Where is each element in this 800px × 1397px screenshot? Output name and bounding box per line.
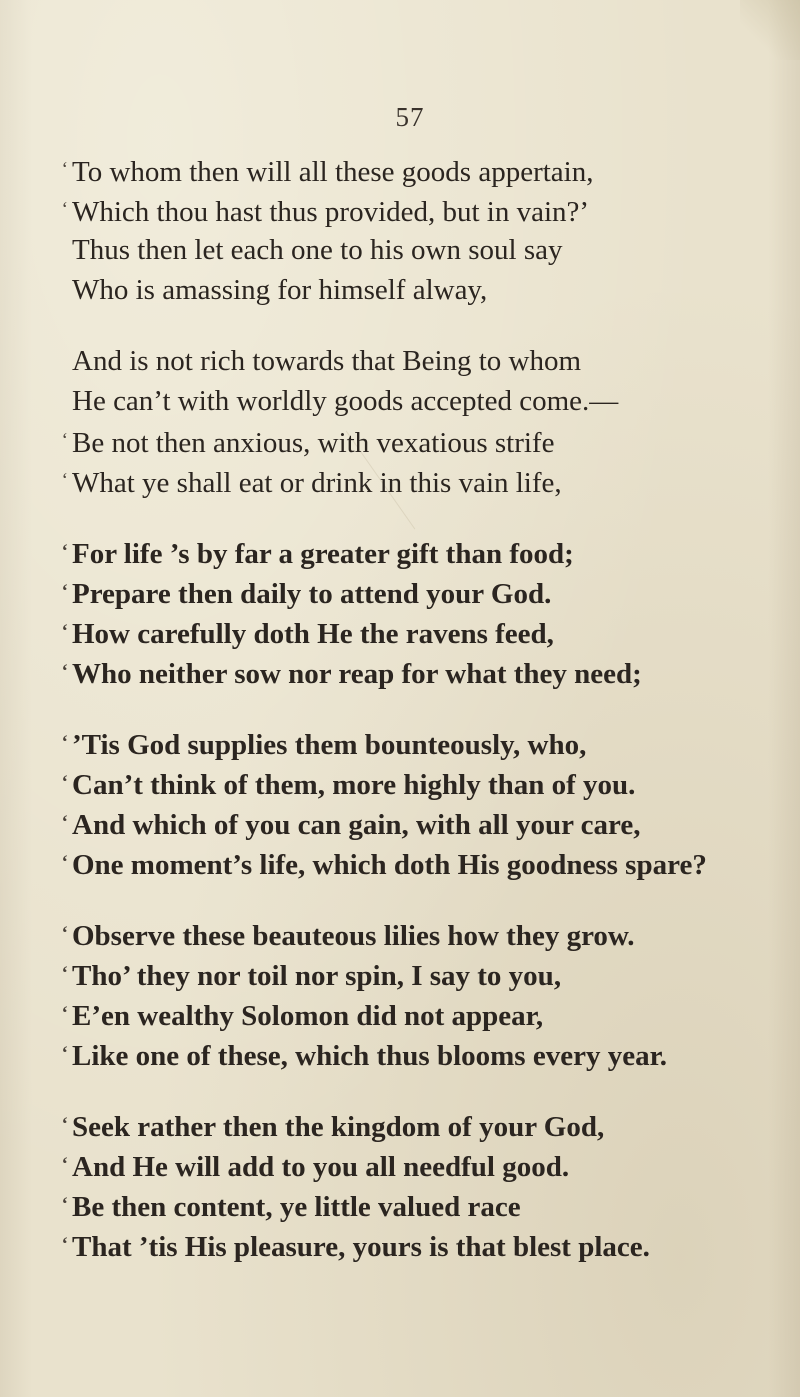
poem-line-text: And He will add to you all needful good. xyxy=(72,1151,570,1183)
poem-line-text: That ’tis His pleasure, yours is that blest place. xyxy=(72,1231,650,1263)
opening-quote-mark: ‘ xyxy=(61,159,68,180)
poem-line-text: What ye shall eat or drink in this vain life, xyxy=(72,467,562,499)
opening-quote-mark: ‘ xyxy=(61,852,68,873)
poem-line xyxy=(54,954,794,994)
poem-line xyxy=(54,270,794,310)
poem-line xyxy=(54,803,794,843)
poem-line-text: To whom then will all these goods appertain, xyxy=(72,156,594,188)
poem-line-text: And is not rich towards that Being to whom xyxy=(72,345,582,377)
opening-quote-mark: ‘ xyxy=(61,1043,68,1064)
stanza xyxy=(54,1105,794,1265)
opening-quote-mark: ‘ xyxy=(61,1194,68,1215)
opening-quote-mark: ‘ xyxy=(61,732,68,753)
poem-line xyxy=(54,572,794,612)
poem-line-text: Seek rather then the kingdom of your God, xyxy=(72,1111,605,1143)
poem-line-text: Thus then let each one to his own soul say xyxy=(72,234,563,266)
stanza xyxy=(54,150,794,310)
poem-line xyxy=(54,1225,794,1265)
poem-line xyxy=(54,1105,794,1145)
opening-quote-mark: ‘ xyxy=(61,430,68,451)
poem-line-text: For life ’s by far a greater gift than food; xyxy=(72,538,574,570)
poem-line xyxy=(54,723,794,763)
poem-line xyxy=(54,341,794,381)
stanza xyxy=(54,914,794,1074)
stanza xyxy=(54,723,794,883)
opening-quote-mark: ‘ xyxy=(61,621,68,642)
poem-line-text: Which thou hast thus provided, but in vain?’ xyxy=(72,196,590,228)
poem-line xyxy=(54,994,794,1034)
poem-line-text: Be not then anxious, with vexatious strife xyxy=(72,427,555,459)
poem-line xyxy=(54,461,794,501)
poem-line xyxy=(54,190,794,230)
page-number: 57 xyxy=(395,102,425,132)
poem-line xyxy=(54,532,794,572)
opening-quote-mark: ‘ xyxy=(61,541,68,562)
stanza xyxy=(54,532,794,692)
opening-quote-mark: ‘ xyxy=(61,470,68,491)
opening-quote-mark: ‘ xyxy=(61,1114,68,1135)
poem-line-text: How carefully doth He the ravens feed, xyxy=(72,618,554,650)
poem-line-text: Like one of these, which thus blooms every year. xyxy=(72,1040,668,1072)
poem-line xyxy=(54,763,794,803)
poem-line-text: E’en wealthy Solomon did not appear, xyxy=(72,1000,544,1032)
opening-quote-mark: ‘ xyxy=(61,661,68,682)
poem-line-text: He can’t with worldly goods accepted come.— xyxy=(72,385,619,417)
opening-quote-mark: ‘ xyxy=(61,772,68,793)
poem-line xyxy=(54,230,794,270)
stanza xyxy=(54,341,794,501)
poem-line xyxy=(54,1185,794,1225)
opening-quote-mark: ‘ xyxy=(61,581,68,602)
poem-line-text: Be then content, ye little valued race xyxy=(72,1191,521,1223)
poem-line-text: Who neither sow nor reap for what they need; xyxy=(72,658,642,690)
poem-line xyxy=(54,843,794,883)
poem-line-text: Prepare then daily to attend your God. xyxy=(72,578,552,610)
poem-line-text: Tho’ they nor toil nor spin, I say to you, xyxy=(72,960,562,992)
opening-quote-mark: ‘ xyxy=(61,1003,68,1024)
poem-line xyxy=(54,652,794,692)
page-corner-stain xyxy=(740,0,800,60)
poem-line-text: And which of you can gain, with all your care, xyxy=(72,809,641,841)
opening-quote-mark: ‘ xyxy=(61,923,68,944)
poem-line-text: ’Tis God supplies them bounteously, who, xyxy=(72,729,587,761)
poem-line-text: Who is amassing for himself alway, xyxy=(72,274,488,306)
poem-line xyxy=(54,381,794,421)
poem-line xyxy=(54,1145,794,1185)
opening-quote-mark: ‘ xyxy=(61,199,68,220)
opening-quote-mark: ‘ xyxy=(61,963,68,984)
opening-quote-mark: ‘ xyxy=(61,1234,68,1255)
poem-line xyxy=(54,421,794,461)
poem-line-text: One moment’s life, which doth His goodness spare? xyxy=(72,849,707,881)
poem-line xyxy=(54,612,794,652)
opening-quote-mark: ‘ xyxy=(61,812,68,833)
poem-line xyxy=(54,150,794,190)
poem-line-text: Observe these beauteous lilies how they grow. xyxy=(72,920,635,952)
opening-quote-mark: ‘ xyxy=(61,1154,68,1175)
poem-line xyxy=(54,1034,794,1074)
poem-line xyxy=(54,914,794,954)
poem-body xyxy=(54,150,794,1296)
poem-line-text: Can’t think of them, more highly than of you. xyxy=(72,769,636,801)
